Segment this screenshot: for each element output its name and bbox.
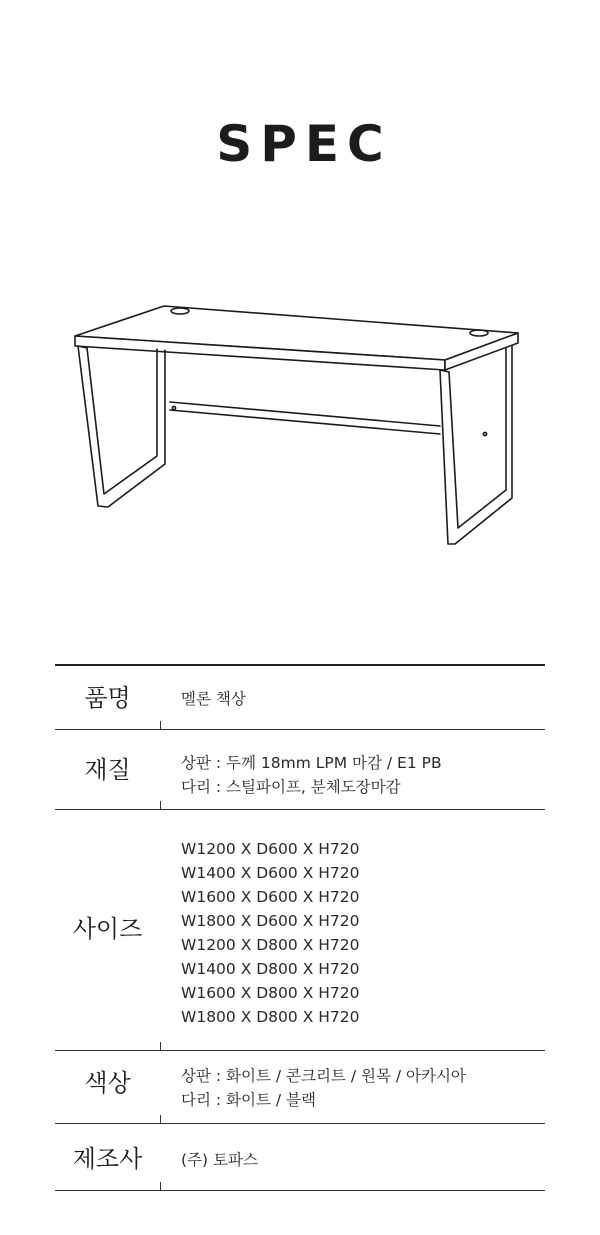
- spec-label: 색상: [84, 1069, 131, 1097]
- spec-row-product-name: [55, 666, 545, 730]
- spec-label: 사이즈: [72, 915, 143, 943]
- row-divider-tick: [160, 1115, 161, 1123]
- spec-value-line: W1600 X D800 X H720: [181, 984, 360, 1002]
- spec-label: 재질: [84, 756, 131, 784]
- spec-value-line: W1400 X D800 X H720: [181, 960, 360, 978]
- spec-table: [55, 664, 545, 1191]
- spec-value: [181, 1148, 545, 1172]
- row-divider-tick: [160, 1182, 161, 1190]
- row-divider-tick: [160, 801, 161, 809]
- desk-illustration: [60, 296, 540, 556]
- spec-value-line: W1600 X D600 X H720: [181, 888, 360, 906]
- spec-row-manufacturer: [55, 1124, 545, 1191]
- spec-value-line: W1800 X D600 X H720: [181, 912, 360, 930]
- spec-value-line: W1800 X D800 X H720: [181, 1008, 360, 1026]
- spec-label: 제조사: [72, 1145, 143, 1173]
- spec-value-line: 다리 : 스틸파이프, 분체도장마감: [181, 778, 401, 796]
- spec-value-line: 멜론 책상: [181, 690, 246, 708]
- spec-value-line: 다리 : 화이트 / 블랙: [181, 1091, 316, 1109]
- spec-value-line: 상판 : 두께 18mm LPM 마감 / E1 PB: [181, 754, 442, 772]
- spec-label: 품명: [84, 684, 131, 712]
- spec-value: [181, 687, 545, 711]
- spec-value: [181, 837, 545, 1029]
- spec-value-line: 상판 : 화이트 / 콘크리트 / 원목 / 아카시아: [181, 1067, 466, 1085]
- spec-value-line: W1200 X D600 X H720: [181, 840, 360, 858]
- spec-value: [181, 751, 545, 799]
- page-title: SPEC: [216, 115, 392, 173]
- row-divider-tick: [160, 1042, 161, 1050]
- spec-row-color: [55, 1051, 545, 1124]
- spec-value-line: (주) 토파스: [181, 1151, 258, 1169]
- row-divider-tick: [160, 721, 161, 729]
- spec-value: [181, 1064, 545, 1112]
- spec-row-size: [55, 810, 545, 1051]
- spec-value-line: W1400 X D600 X H720: [181, 864, 360, 882]
- spec-value-line: W1200 X D800 X H720: [181, 936, 360, 954]
- spec-row-material: [55, 730, 545, 810]
